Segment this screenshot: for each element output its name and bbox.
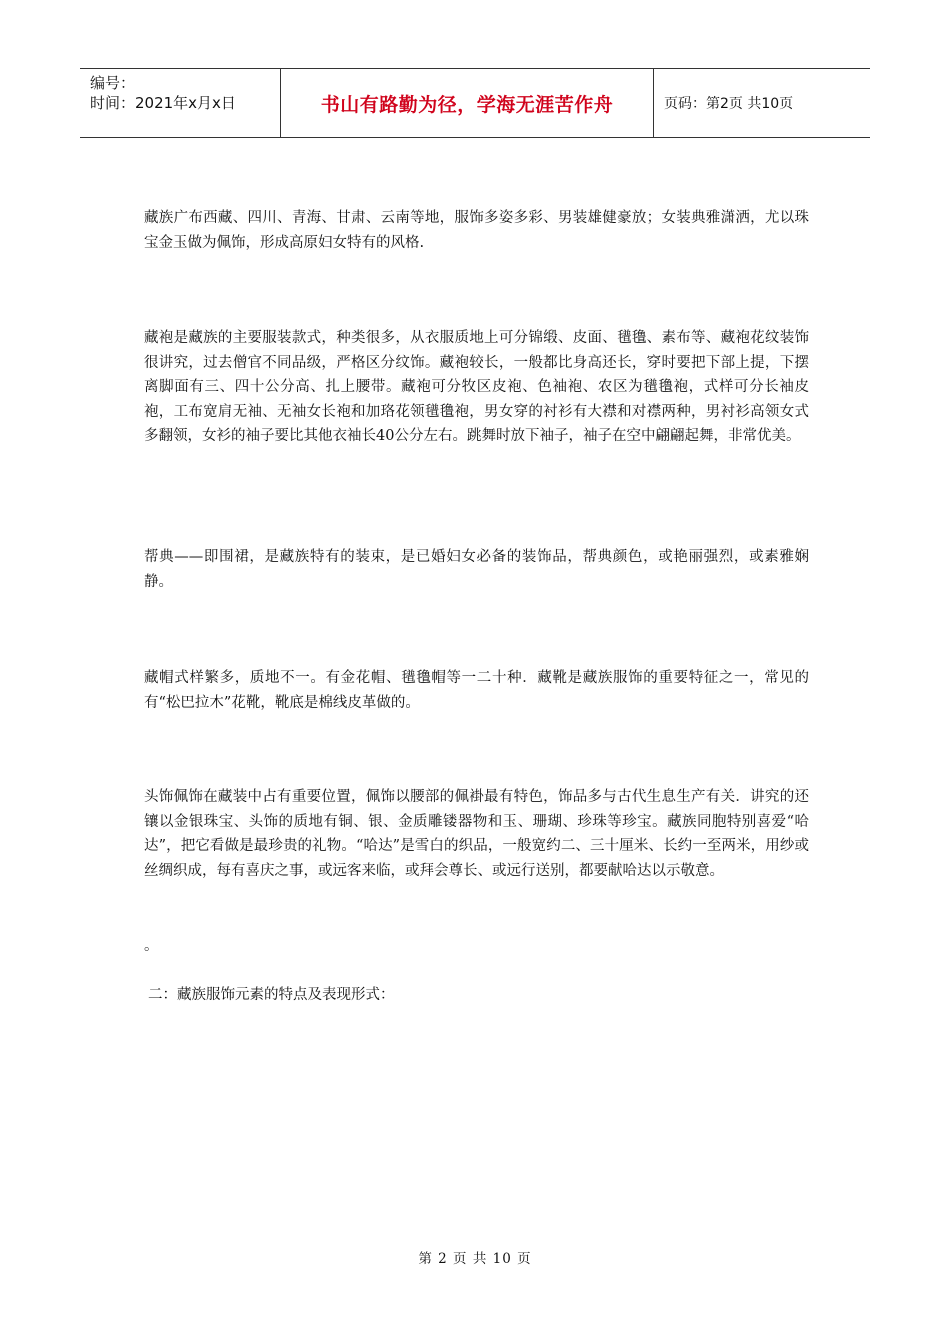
time-label: 时间：2021年x月x日 (90, 94, 236, 112)
paragraph-ornaments: 头饰佩饰在藏装中占有重要位置，佩饰以腰部的佩褂最有特色，饰品多与古代生息生产有关．讲究的还镶以金银珠宝、头饰的质地有铜、银、金质雕镂器物和玉、珊瑚、珍珠等珍宝。藏族同胞特别喜爱“哈达”，把它看做是最珍贵的礼物。“哈达”是雪白的织品，一般宽约二、三十厘米、长约一至两米，用纱或丝绸织成，每有喜庆之事，或远客来临，或拜会尊长、或远行送别，都要献哈达以示敬意。 (144, 789, 809, 879)
paragraph-hats-boots: 藏帽式样繁多，质地不一。有金花帽、氆氇帽等一二十种．藏靴是藏族服饰的重要特征之一，常见的有“松巴拉木”花靴，靴底是棉线皮革做的。 (144, 670, 809, 711)
header-meta (80, 69, 281, 137)
paragraph-intro: 藏族广布西藏、四川、青海、甘肃、云南等地，服饰多姿多彩、男装雄健豪放；女装典雅潇洒，尤以珠宝金玉做为佩饰，形成高原妇女特有的风格. (144, 210, 809, 251)
paragraph-period: 。 (144, 938, 159, 954)
header-motto: 书山有路勤为径，学海无涯苦作舟 (281, 69, 654, 137)
paragraph-tibetan-robe: 藏袍是藏族的主要服装款式，种类很多，从衣服质地上可分锦缎、皮面、氆氇、素布等、藏袍花纹装饰很讲究，过去僧官不同品级，严格区分纹饰。藏袍较长，一般都比身高还长，穿时要把下部上提，下摆离脚面有三、四十公分高、扎上腰带。藏袍可分牧区皮袍、色袖袍、农区为氆氇袍，式样可分长袖皮袍，工布宽肩无袖、无袖女长袍和加珞花领氆氇袍，男女穿的衬衫有大襟和对襟两种，男衬衫高领女式多翻领，女衫的袖子要比其他衣袖长40公分左右。跳舞时放下袖子，袖子在空中翩翩起舞，非常优美。 (144, 330, 809, 444)
header-page-info: 页码：第2页 共10页 (664, 96, 794, 112)
paragraph-apron: 帮典——即围裙，是藏族特有的装束，是已婚妇女必备的装饰品，帮典颜色，或艳丽强烈，或素雅娴静。 (144, 549, 809, 590)
serial-label: 编号： (90, 74, 136, 92)
page-footer: 第 2 页 共 10 页 (418, 1251, 532, 1267)
section-heading: 二：藏族服饰元素的特点及表现形式： (148, 987, 395, 1003)
page-header (80, 68, 870, 138)
